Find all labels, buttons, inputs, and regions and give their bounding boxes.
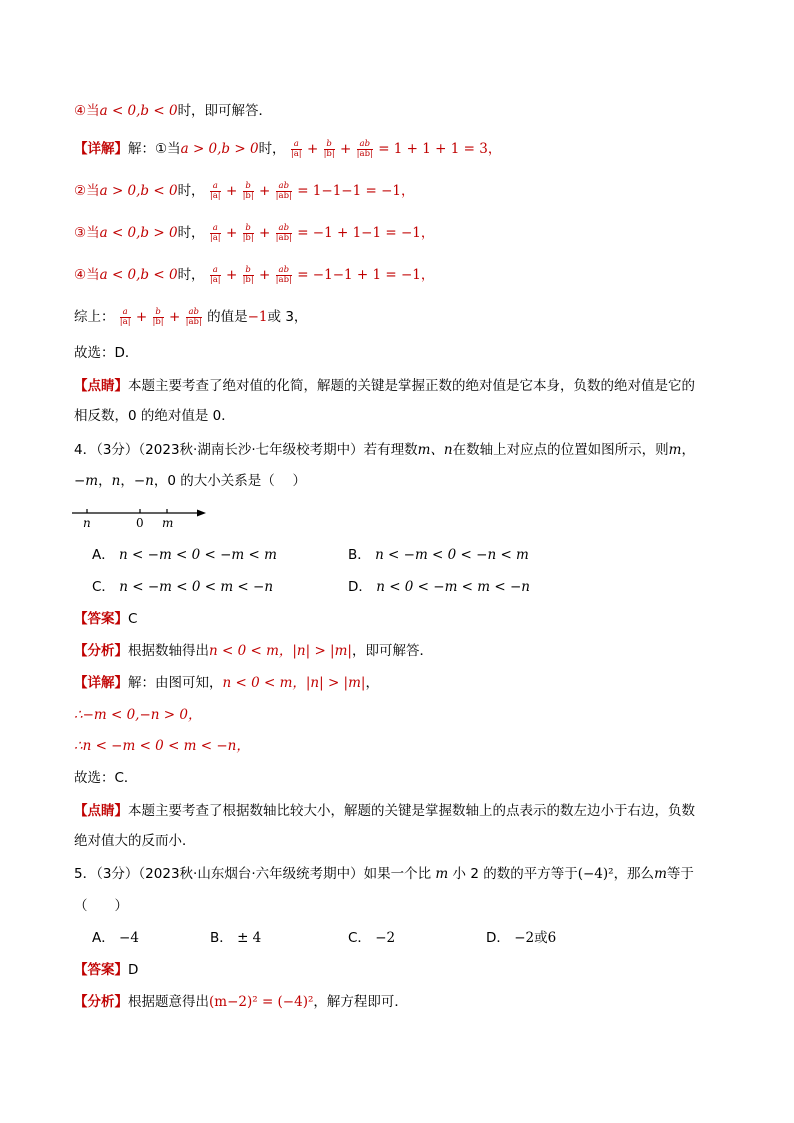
q5-option-d[interactable]: D． −2或6 — [486, 930, 557, 946]
q5-option-a[interactable]: A． −4 — [92, 930, 139, 946]
detail-intro: 解：①当 — [128, 141, 181, 157]
case-condition: a < 0,b < 0 — [99, 267, 178, 283]
case-result: = −1 + 1−1 = −1， — [297, 225, 435, 241]
q5-answer: 【答案】D — [74, 962, 139, 978]
detail-case-4 — [74, 265, 434, 285]
q4-step-2: ∴n < −m < 0 < m < −n， — [74, 738, 250, 754]
summary-line — [74, 307, 307, 327]
q5-option-c[interactable]: C． −2 — [348, 930, 396, 946]
q5-analysis: 【分析】根据题意得出(m−2)² = (−4)²，解方程即可． — [74, 994, 408, 1010]
q4-vars: m、n — [417, 442, 453, 458]
q5-option-b[interactable]: B． ± 4 — [210, 930, 262, 946]
case-label: ④当 — [74, 103, 100, 119]
case-shi: 时， — [258, 141, 286, 157]
q4-stem-line-2: −m，n，−n，0 的大小关系是（ ） — [74, 473, 307, 489]
comment-line-2: 相反数，0 的绝对值是 0． — [74, 408, 235, 424]
q4-m: m — [668, 442, 682, 458]
case-label: ④当 — [74, 267, 100, 283]
axis-label-zero: 0 — [136, 516, 144, 530]
q4-detail: 【详解】解：由图可知，n < 0 < m，|n| > |m|， — [74, 675, 379, 691]
q4-stem-a: 4．（3分）（2023秋·湖南长沙·七年级校考期中）若有理数 — [74, 442, 418, 458]
q4-comment-2: 绝对值大的反而小． — [74, 833, 196, 849]
solution-case-4-hint — [74, 101, 272, 121]
q5-stem-line-1: 5．（3分）（2023秋·山东烟台·六年级统考期中）如果一个比 m 小 2 的数的平方等于(−4)²，那么m等于 — [74, 866, 694, 882]
case-shi: 时， — [177, 267, 205, 283]
q4-option-c[interactable]: C． n < −m < 0 < m < −n — [92, 579, 274, 595]
detail-case-2 — [74, 181, 414, 201]
q4-stem-c: ， — [681, 442, 695, 458]
case-label: ③当 — [74, 225, 100, 241]
q4-answer: 【答案】C — [74, 611, 138, 627]
case-shi: 时， — [177, 183, 205, 199]
case-label: ②当 — [74, 183, 100, 199]
q4-choice: 故选：C． — [74, 770, 138, 786]
summary-prefix: 综上： — [74, 309, 115, 325]
detail-case-1 — [74, 139, 501, 159]
q4-step-1: ∴−m < 0,−n > 0， — [74, 707, 202, 723]
comment-line-1 — [74, 376, 695, 396]
case-condition: a < 0,b > 0 — [99, 225, 178, 241]
q5-stem-line-2: （ ） — [74, 898, 128, 914]
q4-stem-b: 在数轴上对应点的位置如图所示，则 — [452, 442, 669, 458]
fraction-sum: $\frac{a}{|a|}$ + $\frac{b}{|b|}$ + $\frac{ab}{|ab|}$ — [209, 264, 292, 285]
fraction-sum: $\frac{a}{|a|}$ + $\frac{b}{|b|}$ + $\frac{ab}{|ab|}$ — [209, 222, 292, 243]
comment-text: 本题主要考查了绝对值的化简，解题的关键是掌握正数的绝对值是它本身，负数的绝对值是它的 — [128, 378, 695, 394]
case-condition: a > 0,b > 0 — [180, 141, 259, 157]
axis-label-m: m — [162, 516, 174, 530]
summary-value: −1 — [247, 309, 268, 325]
q4-option-d[interactable]: D． n < 0 < −m < m < −n — [348, 579, 530, 595]
summary-end: 或 3， — [267, 309, 308, 325]
q4-analysis: 【分析】根据数轴得出n < 0 < m，|n| > |m|，即可解答． — [74, 643, 433, 659]
q4-stem-line-1 — [74, 440, 695, 460]
q4-option-b[interactable]: B． n < −m < 0 < −n < m — [348, 547, 529, 563]
number-line-figure — [70, 503, 215, 533]
fraction-sum: $\frac{a}{|a|}$ + $\frac{b}{|b|}$ + $\frac{ab}{|ab|}$ — [209, 180, 292, 201]
case-shi: 时， — [177, 225, 205, 241]
case-result: = −1−1 + 1 = −1， — [297, 267, 435, 283]
axis-arrow-icon — [197, 510, 206, 517]
summary-mid: 的值是 — [207, 309, 248, 325]
fraction-sum: $\frac{a}{|a|}$ + $\frac{b}{|b|}$ + $\frac{ab}{|ab|}$ — [290, 138, 373, 159]
choice-line: 故选：D． — [74, 345, 139, 361]
comment-tag: 【点睛】 — [74, 378, 128, 394]
detail-case-3 — [74, 223, 434, 243]
q4-comment-1: 【点睛】本题主要考查了根据数轴比较大小，解题的关键是掌握数轴上的点表示的数左边小于右边，负数 — [74, 803, 695, 819]
case-result: = 1 + 1 + 1 = 3， — [378, 141, 502, 157]
case-condition: a > 0,b < 0 — [99, 183, 178, 199]
detail-tag: 【详解】 — [74, 141, 128, 157]
axis-label-n: n — [83, 516, 91, 530]
case-condition: a < 0,b < 0 — [99, 103, 178, 119]
case-result: = 1−1−1 = −1， — [297, 183, 415, 199]
fraction-sum: $\frac{a}{|a|}$ + $\frac{b}{|b|}$ + $\frac{ab}{|ab|}$ — [119, 306, 202, 327]
q4-option-a[interactable]: A． n < −m < 0 < −m < m — [92, 547, 277, 563]
case-suffix: 时，即可解答． — [177, 103, 273, 119]
